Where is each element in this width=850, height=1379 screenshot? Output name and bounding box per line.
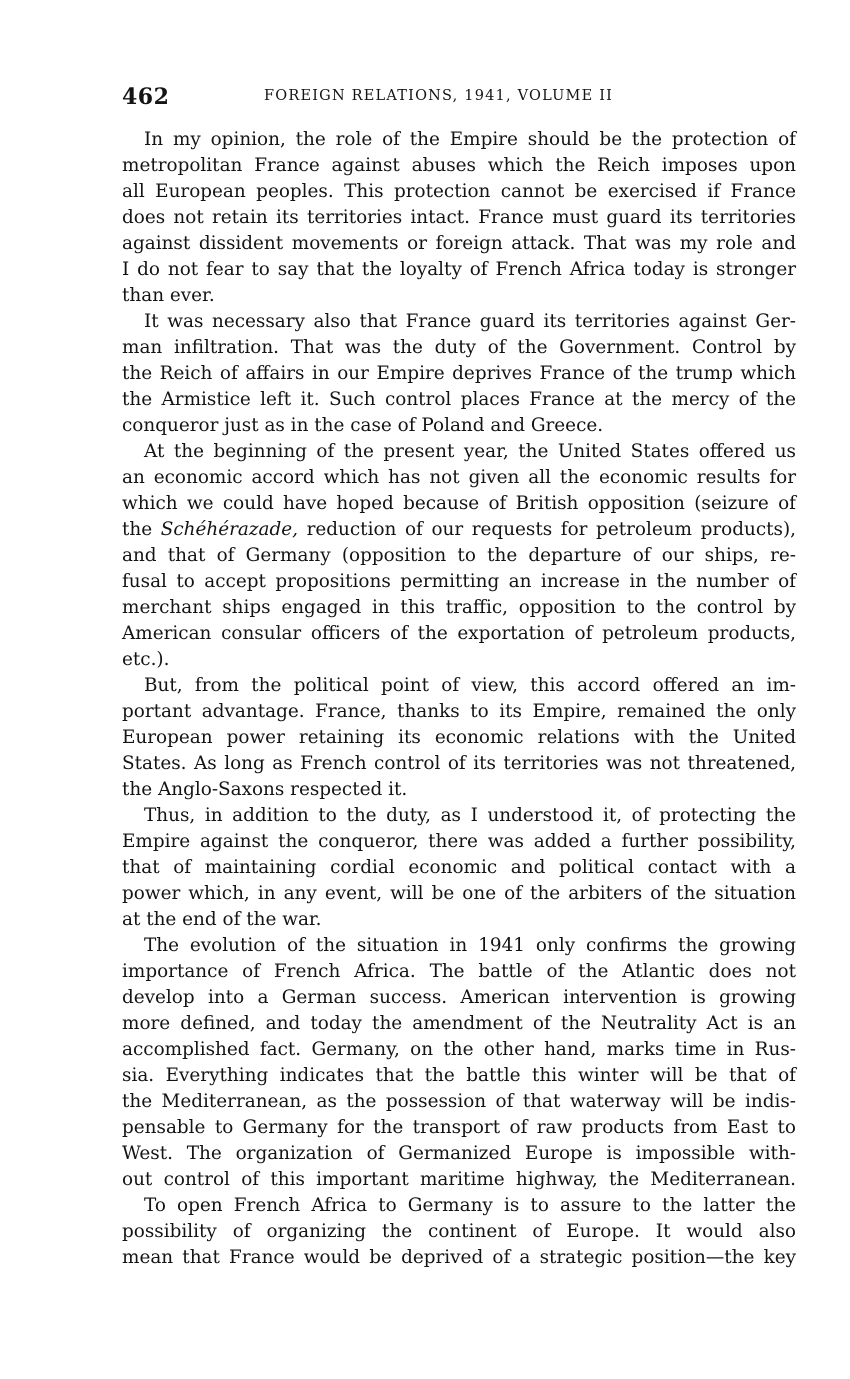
text-line: and that of Germany (opposition to the departure of our ships, re- xyxy=(122,545,796,566)
running-head xyxy=(122,84,796,114)
text-line: sia. Everything indicates that the battle this winter will be that of xyxy=(122,1065,796,1086)
text-line: man infiltration. That was the duty of the Government. Control by xyxy=(122,337,796,358)
text-line: But, from the political point of view, this accord offered an im- xyxy=(144,675,796,696)
text-line: States. As long as French control of its territories was not threatened, xyxy=(122,753,796,774)
text-line: I do not fear to say that the loyalty of French Africa today is stronger xyxy=(122,259,796,280)
text-line: the Anglo-Saxons respected it. xyxy=(122,779,408,800)
text-line: accomplished fact. Germany, on the other hand, marks time in Rus- xyxy=(122,1039,796,1060)
paragraph xyxy=(122,439,796,673)
text-line: Thus, in addition to the duty, as I understood it, of protecting the xyxy=(144,805,796,826)
text-line: more defined, and today the amendment of the Neutrality Act is an xyxy=(122,1013,796,1034)
paragraph xyxy=(122,673,796,803)
body-text xyxy=(122,127,796,1271)
text-line: metropolitan France against abuses which the Reich imposes upon xyxy=(122,155,796,176)
paragraph xyxy=(122,1193,796,1271)
text-line: portant advantage. France, thanks to its Empire, remained the only xyxy=(122,701,796,722)
paragraph xyxy=(122,933,796,1193)
text-line: importance of French Africa. The battle of the Atlantic does not xyxy=(122,961,796,982)
text-line: It was necessary also that France guard its territories against Ger- xyxy=(144,311,796,332)
text-line: all European peoples. This protection cannot be exercised if France xyxy=(122,181,796,202)
text-line: European power retaining its economic relations with the United xyxy=(122,727,796,748)
text-line: an economic accord which has not given all the economic results for xyxy=(122,467,796,488)
paragraph xyxy=(122,309,796,439)
text-line: pensable to Germany for the transport of raw products from East to xyxy=(122,1117,796,1138)
running-head-title: FOREIGN RELATIONS, 1941, VOLUME II xyxy=(264,88,614,104)
text-fragment: the xyxy=(122,519,161,540)
text-line: that of maintaining cordial economic and political contact with a xyxy=(122,857,796,878)
text-line: at the end of the war. xyxy=(122,909,322,930)
text-line: West. The organization of Germanized Europe is impossible with- xyxy=(122,1143,796,1164)
ship-name-italic: Schéhérazade, xyxy=(160,519,298,540)
text-line: American consular officers of the exportation of petroleum products, xyxy=(122,623,796,644)
text-line: which we could have hoped because of British opposition (seizure of xyxy=(122,493,796,514)
text-line: against dissident movements or foreign attack. That was my role and xyxy=(122,233,796,254)
text-line: the Reich of affairs in our Empire deprives France of the trump which xyxy=(122,363,796,384)
text-line: the Mediterranean, as the possession of that waterway will be indis- xyxy=(122,1091,796,1112)
text-line: possibility of organizing the continent of Europe. It would also xyxy=(122,1221,796,1242)
text-line: than ever. xyxy=(122,285,215,306)
text-line: mean that France would be deprived of a strategic position—the key xyxy=(122,1247,796,1268)
text-line: To open French Africa to Germany is to assure to the latter the xyxy=(144,1195,796,1216)
text-line: conqueror just as in the case of Poland and Greece. xyxy=(122,415,604,436)
text-line: merchant ships engaged in this traffic, opposition to the control by xyxy=(122,597,796,618)
page-number: 462 xyxy=(122,84,170,110)
text-line: At the beginning of the present year, the United States offered us xyxy=(144,441,796,462)
text-line: etc.). xyxy=(122,649,170,670)
text-fragment: reduction of our requests for petroleum products), xyxy=(306,519,796,540)
text-line: power which, in any event, will be one of the arbiters of the situation xyxy=(122,883,796,904)
text-line: Empire against the conqueror, there was added a further possibility, xyxy=(122,831,796,852)
text-line: The evolution of the situation in 1941 only confirms the growing xyxy=(144,935,796,956)
paragraph xyxy=(122,127,796,309)
text-line: the Armistice left it. Such control places France at the mercy of the xyxy=(122,389,796,410)
text-line: does not retain its territories intact. France must guard its territories xyxy=(122,207,796,228)
paragraph xyxy=(122,803,796,933)
text-line: out control of this important maritime highway, the Mediterranean. xyxy=(122,1169,796,1190)
text-line: In my opinion, the role of the Empire should be the protection of xyxy=(144,129,796,150)
text-line-with-italic xyxy=(122,517,796,543)
text-line: fusal to accept propositions permitting an increase in the number of xyxy=(122,571,796,592)
text-line: develop into a German success. American intervention is growing xyxy=(122,987,796,1008)
